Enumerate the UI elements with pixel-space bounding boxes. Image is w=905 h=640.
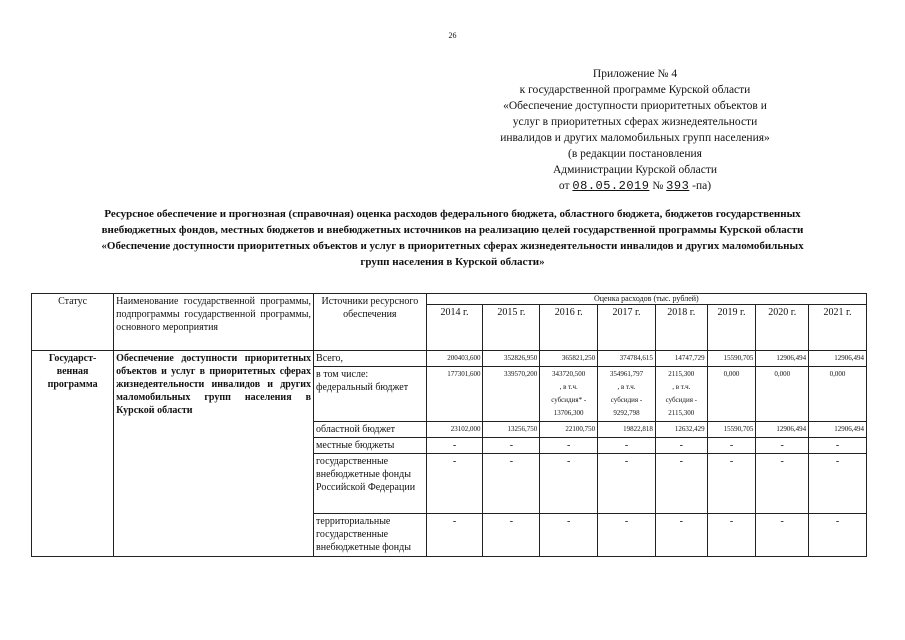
source-territorial-funds: территориальные государственные внебюджетные фонды (314, 514, 427, 557)
value-cell: - (707, 438, 756, 454)
value-cell: - (655, 514, 707, 557)
value-cell: - (483, 454, 540, 514)
value-cell: 12906,494 (809, 351, 867, 367)
value-line: , в т.ч. (559, 383, 578, 391)
value-cell: - (426, 438, 483, 454)
value-cell: 23102,000 (426, 422, 483, 438)
appendix-line: услуг в приоритетных сферах жизнедеятельности (512, 116, 758, 128)
value-line: 2115,300 (668, 409, 695, 417)
appendix-line: «Обеспечение доступности приоритетных объектов и (503, 100, 767, 112)
number-suffix: -па) (692, 180, 712, 192)
appendix-line: инвалидов и других маломобильных групп населения» (500, 132, 770, 144)
value-line: 13706,300 (553, 409, 584, 417)
value-cell: - (540, 514, 598, 557)
value-line: 9292,798 (613, 409, 640, 417)
resource-table (31, 293, 867, 557)
value-cell: - (707, 514, 756, 557)
value-cell: - (598, 454, 656, 514)
appendix-header (470, 66, 800, 194)
resolution-date: 08.05.2019 (572, 179, 650, 193)
value-line: , в т.ч. (672, 383, 691, 391)
value-cell: 22100,750 (540, 422, 598, 438)
value-cell: - (707, 454, 756, 514)
source-regional: областной бюджет (314, 422, 427, 438)
value-cell: - (598, 514, 656, 557)
header-year: 2019 г. (707, 305, 756, 351)
header-year: 2015 г. (483, 305, 540, 351)
document-title (40, 206, 865, 270)
value-line: 354961,797 (609, 370, 644, 378)
header-year: 2016 г. (540, 305, 598, 351)
value-cell: 19822,818 (598, 422, 656, 438)
value-cell: - (756, 454, 809, 514)
resolution-number: 393 (666, 179, 690, 193)
header-estimate: Оценка расходов (тыс. рублей) (426, 294, 866, 305)
value-cell: 0,000 (707, 367, 756, 422)
source-state-funds: государственные внебюджетные фонды Российской Федерации (314, 454, 427, 514)
program-name-cell: Обеспечение доступности приоритетных объектов и услуг в приоритетных сферах жизнедеятельности инвалидов и других маломобильных групп населения в Курской области (114, 351, 314, 557)
value-cell: - (426, 514, 483, 557)
value-cell: - (756, 438, 809, 454)
header-year: 2017 г. (598, 305, 656, 351)
number-prefix: № (652, 180, 664, 192)
appendix-line: Администрации Курской области (553, 164, 717, 176)
date-prefix: от (558, 180, 570, 192)
title-line: внебюджетных фондов, местных бюджетов и внебюджетных источников на реализацию целей государственной программы Курской области (101, 224, 804, 236)
value-cell: - (540, 454, 598, 514)
value-cell: - (655, 438, 707, 454)
value-cell: 14747,729 (655, 351, 707, 367)
value-cell: 339570,200 (483, 367, 540, 422)
title-line: групп населения в Курской области» (360, 256, 545, 268)
resolution-date-line (470, 178, 800, 194)
value-cell: - (540, 438, 598, 454)
value-cell: - (756, 514, 809, 557)
value-cell: - (809, 514, 867, 557)
value-cell: 177301,600 (426, 367, 483, 422)
source-total: Всего, (314, 351, 427, 367)
appendix-line: (в редакции постановления (568, 148, 702, 160)
value-line: 343720,500 (552, 370, 586, 378)
value-cell: - (809, 438, 867, 454)
value-cell: 374784,615 (598, 351, 656, 367)
value-cell: 365821,250 (540, 351, 598, 367)
value-cell: 13256,750 (483, 422, 540, 438)
value-line: субсидия - (665, 396, 698, 404)
value-line: субсидия - (610, 396, 643, 404)
page-number: 26 (448, 31, 457, 40)
value-cell: 12632,429 (655, 422, 707, 438)
status-cell: Государст-венная программа (32, 351, 114, 557)
title-line: Ресурсное обеспечение и прогнозная (справочная) оценка расходов федерального бюджета, областного бюджета, бюджетов государственных (104, 208, 801, 220)
value-cell: - (655, 454, 707, 514)
header-year: 2018 г. (655, 305, 707, 351)
value-cell: 12906,494 (756, 351, 809, 367)
value-cell: 15590,705 (707, 422, 756, 438)
title-line: «Обеспечение доступности приоритетных объектов и услуг в приоритетных сферах жизнедеятельности инвалидов и других маломобильных (101, 240, 804, 252)
value-cell-subsidy (598, 367, 656, 422)
value-cell: - (598, 438, 656, 454)
value-cell: 15590,705 (707, 351, 756, 367)
header-source: Источники ресурсного обеспечения (314, 294, 427, 351)
value-cell: - (483, 438, 540, 454)
value-cell: 352826,950 (483, 351, 540, 367)
value-cell: - (426, 454, 483, 514)
value-line: 2115,300 (668, 370, 695, 378)
value-cell: 0,000 (809, 367, 867, 422)
value-line: субсидия* - (551, 396, 587, 404)
value-cell: - (483, 514, 540, 557)
header-status: Статус (32, 294, 114, 351)
source-federal: в том числе: федеральный бюджет (314, 367, 427, 422)
appendix-line: Приложение № 4 (592, 68, 678, 80)
header-name: Наименование государственной программы, подпрограммы государственной программы, основного мероприятия (114, 294, 314, 351)
value-cell: 12906,494 (809, 422, 867, 438)
header-year: 2014 г. (426, 305, 483, 351)
value-cell-subsidy (655, 367, 707, 422)
appendix-line: к государственной программе Курской области (519, 84, 751, 96)
value-cell: 0,000 (756, 367, 809, 422)
header-year: 2020 г. (756, 305, 809, 351)
value-cell: - (809, 454, 867, 514)
value-cell: 12906,494 (756, 422, 809, 438)
source-local: местные бюджеты (314, 438, 427, 454)
value-cell: 200403,600 (426, 351, 483, 367)
value-cell-subsidy (540, 367, 598, 422)
header-year: 2021 г. (809, 305, 867, 351)
value-line: , в т.ч. (617, 383, 636, 391)
